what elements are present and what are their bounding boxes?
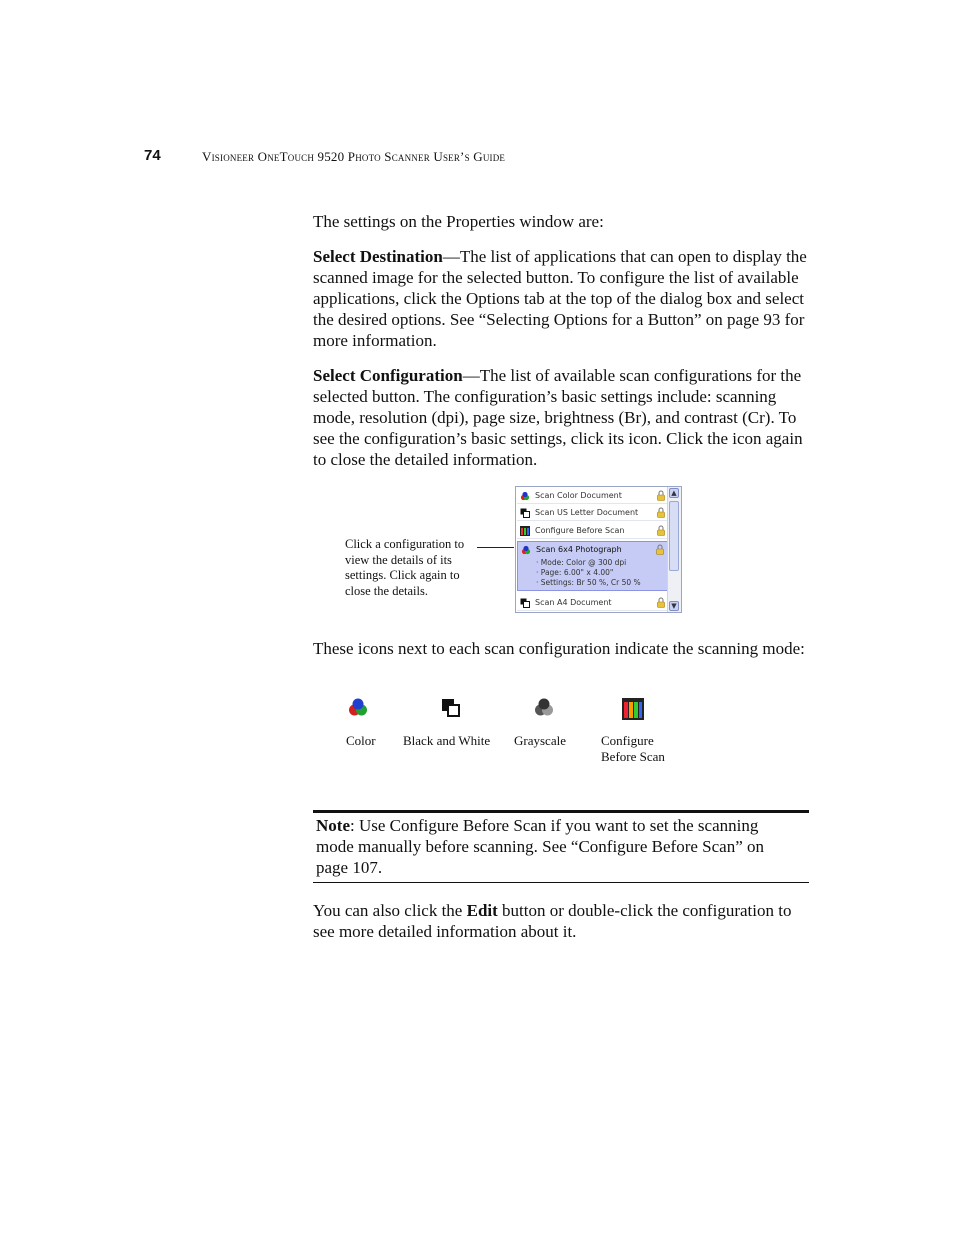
- edit-term: Edit: [466, 901, 498, 920]
- config-item-label: Scan A4 Document: [535, 598, 612, 607]
- config-item-selected[interactable]: [517, 541, 668, 591]
- callout-leader-line: [477, 547, 514, 548]
- callout-text: Click a configuration to view the details of its settings. Click again to close the details.: [345, 537, 465, 598]
- lock-icon[interactable]: [657, 597, 665, 608]
- mode-label-black-and-white: Black and White: [403, 733, 491, 748]
- mode-label-line: Configure: [601, 733, 654, 748]
- mode-label-grayscale: Grayscale: [514, 733, 566, 748]
- closing-paragraph: [313, 900, 809, 942]
- select-destination-paragraph: [313, 246, 809, 351]
- config-item-label: Configure Before Scan: [535, 526, 625, 535]
- color-icon: [347, 696, 369, 718]
- closing-text-before: You can also click the: [313, 901, 467, 920]
- closing-text-after: button or double-click the configuration to see more detailed information about it.: [313, 901, 792, 941]
- lock-icon[interactable]: [657, 525, 665, 536]
- black-and-white-icon: [440, 697, 462, 719]
- config-detail-settings: · Settings: Br 50 %, Cr 50 %: [536, 578, 641, 587]
- config-item-label: Scan US Letter Document: [535, 508, 639, 517]
- configure-before-scan-icon: [622, 698, 644, 720]
- mode-label-color: Color: [346, 733, 376, 748]
- config-item-label: Scan Color Document: [535, 491, 622, 500]
- configuration-list: [515, 486, 682, 613]
- config-item[interactable]: [517, 523, 668, 539]
- mode-label-line: Before Scan: [601, 749, 665, 764]
- list-scrollbar[interactable]: [667, 487, 681, 612]
- running-header: Visioneer OneTouch 9520 Photo Scanner User’s Guide: [202, 149, 506, 164]
- select-destination-text: —The list of applications that can open to display the scanned image for the selected button. To configure the list of available applications, click the Options tab at the top of the dialog box and select the desired options. See “Selecting Options for a Button” on page 93 for more information.: [313, 247, 807, 350]
- note-rule-top: [313, 810, 809, 813]
- lock-icon[interactable]: [657, 490, 665, 501]
- scroll-down-icon[interactable]: ▼: [669, 601, 679, 611]
- config-item-label: Scan 6x4 Photograph: [536, 545, 622, 554]
- scroll-thumb[interactable]: [669, 501, 679, 571]
- config-item[interactable]: [517, 505, 668, 521]
- configure-before-scan-icon: [520, 526, 530, 536]
- page-number: 74: [144, 147, 161, 164]
- mode-label-configure-before-scan: [601, 733, 665, 765]
- note-label: Note: [316, 816, 350, 835]
- color-icon: [520, 491, 530, 501]
- lock-icon[interactable]: [657, 507, 665, 518]
- config-item[interactable]: [517, 595, 668, 611]
- black-and-white-icon: [520, 598, 530, 608]
- select-configuration-text: —The list of available scan configurations for the selected button. The configuration’s basic settings include: scanning mode, resolution (dpi), page size, brightness (Br), and contrast (Cr). To see the configuration’s basic settings, click its icon. Click the icon again to close the detailed information.: [313, 366, 803, 469]
- note-block: [316, 815, 786, 878]
- intro-paragraph: The settings on the Properties window are:: [313, 212, 604, 231]
- scroll-up-icon[interactable]: ▲: [669, 488, 679, 498]
- select-configuration-paragraph: [313, 365, 809, 470]
- black-and-white-icon: [520, 508, 530, 518]
- color-icon[interactable]: [521, 545, 531, 555]
- note-text: : Use Configure Before Scan if you want to set the scanning mode manually before scanning. See “Configure Before Scan” on page 107.: [316, 816, 764, 877]
- config-item[interactable]: [517, 488, 668, 504]
- select-destination-term: Select Destination: [313, 247, 443, 266]
- config-detail-mode: · Mode: Color @ 300 dpi: [536, 558, 627, 567]
- config-detail-page: · Page: 6.00" x 4.00": [536, 568, 614, 577]
- grayscale-icon: [533, 696, 555, 718]
- select-configuration-term: Select Configuration: [313, 366, 463, 385]
- note-rule-bottom: [313, 882, 809, 883]
- lock-icon[interactable]: [656, 544, 664, 555]
- icons-intro-paragraph: These icons next to each scan configuration indicate the scanning mode:: [313, 639, 805, 658]
